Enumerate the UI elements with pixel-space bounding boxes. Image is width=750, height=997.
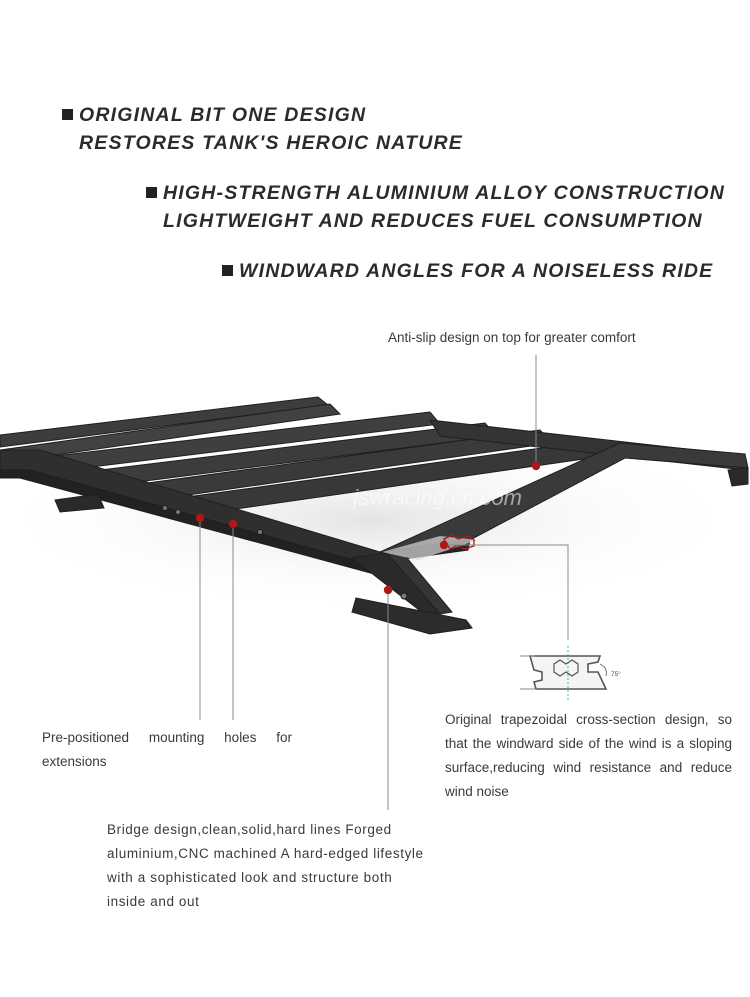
callout-trapezoidal-cross-section: Original trapezoidal cross-section design, so that the windward side of the wind is a sloping surface,reducing wind resistance and reduce wind noise [445, 712, 732, 799]
callout-anti-slip: Anti-slip design on top for greater comfort [388, 330, 636, 345]
marker-bridge [384, 586, 392, 594]
headline-3-line1: WINDWARD ANGLES FOR A NOISELESS RIDE [239, 260, 714, 282]
marker-cross-section [440, 541, 448, 549]
marker-mounting-hole-1 [196, 514, 204, 522]
headline-2-line2: LIGHTWEIGHT AND REDUCES FUEL CONSUMPTION [163, 210, 703, 232]
cross-section-diagram [520, 646, 621, 700]
headline-2-line1: HIGH-STRENGTH ALUMINIUM ALLOY CONSTRUCTION [163, 182, 726, 204]
callout-bridge-design: Bridge design,clean,solid,hard lines Forged aluminium,CNC machined A hard-edged lifestyle with a sophisticated look and structure both inside and out [107, 822, 424, 909]
marker-mounting-hole-2 [229, 520, 237, 528]
cross-section-angle-label: 75° [611, 671, 621, 678]
marker-anti-slip [532, 462, 540, 470]
headline-1-line2: RESTORES TANK'S HEROIC NATURE [79, 132, 463, 154]
callout-mounting-holes: Pre-positioned mounting holes for extensions [42, 730, 292, 769]
watermark: jswracing.cn.com [353, 485, 522, 510]
headline-1-line1: ORIGINAL BIT ONE DESIGN [79, 104, 367, 126]
